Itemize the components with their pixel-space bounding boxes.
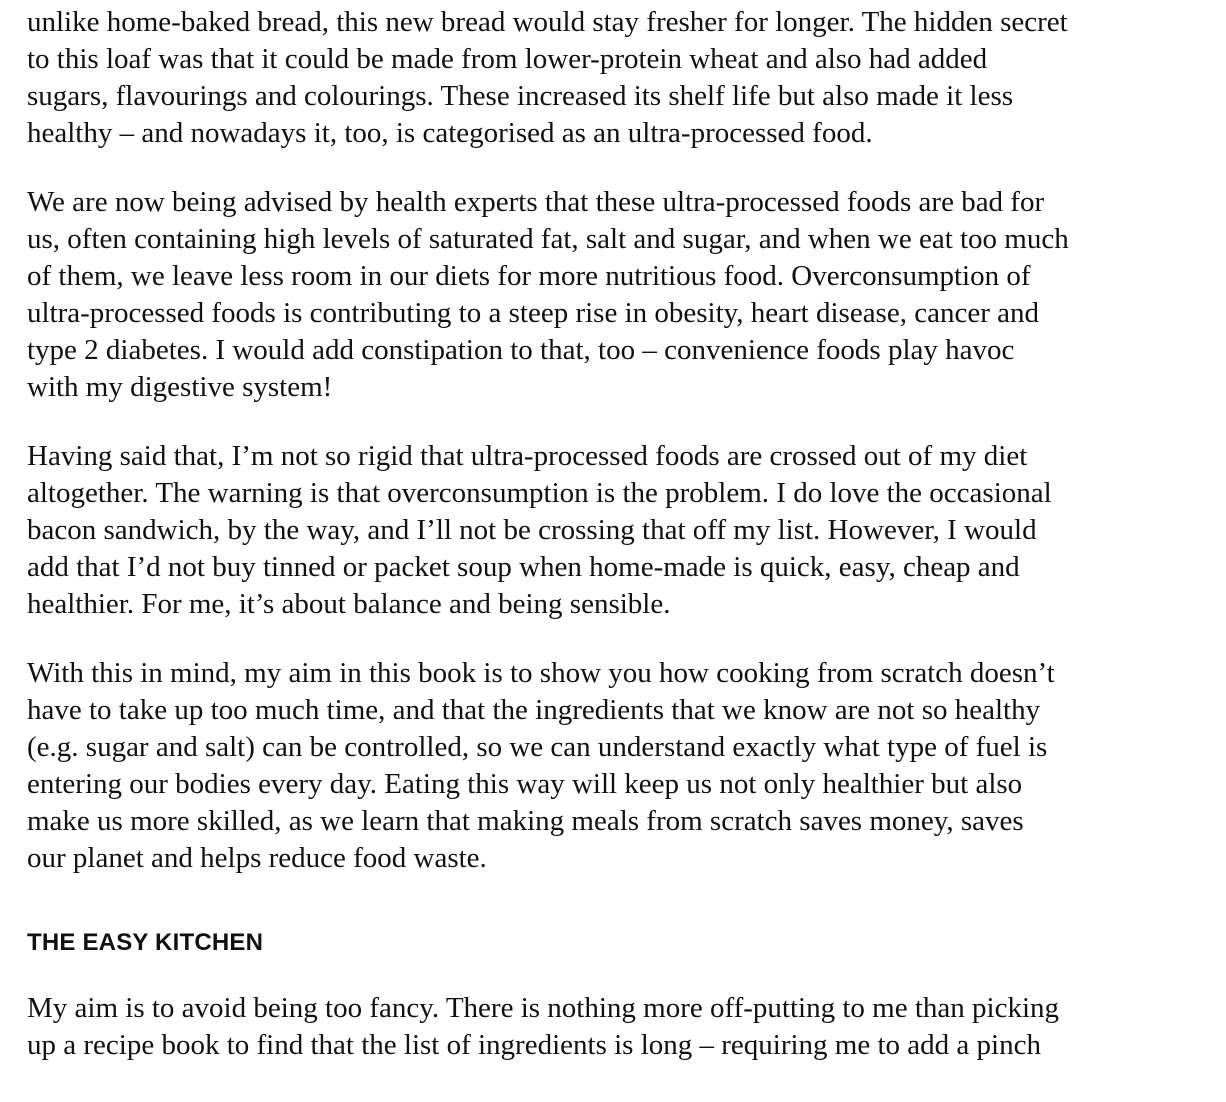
text-line: ultra-processed foods is contributing to a steep rise in obesity, heart disease, cancer and bbox=[27, 297, 1039, 329]
text-line: add that I’d not buy tinned or packet soup when home-made is quick, easy, cheap and bbox=[27, 551, 1020, 583]
text-line: up a recipe book to find that the list of ingredients is long – requiring me to add a pinch bbox=[27, 1029, 1041, 1061]
paragraph-bread-shelf-life bbox=[27, 4, 1068, 152]
paragraph-balance bbox=[27, 438, 1052, 623]
text-line: unlike home-baked bread, this new bread would stay fresher for longer. The hidden secret bbox=[27, 6, 1068, 38]
text-line: healthier. For me, it’s about balance and being sensible. bbox=[27, 588, 671, 620]
paragraph-avoid-fancy bbox=[27, 990, 1059, 1064]
text-line: Having said that, I’m not so rigid that ultra-processed foods are crossed out of my diet bbox=[27, 440, 1028, 472]
paragraph-health-experts bbox=[27, 184, 1069, 406]
text-line: our planet and helps reduce food waste. bbox=[27, 842, 487, 874]
section-heading: THE EASY KITCHEN bbox=[27, 929, 264, 956]
text-line: make us more skilled, as we learn that making meals from scratch saves money, saves bbox=[27, 805, 1024, 837]
text-line: With this in mind, my aim in this book is to show you how cooking from scratch doesn’t bbox=[27, 657, 1055, 689]
text-line: sugars, flavourings and colourings. These increased its shelf life but also made it less bbox=[27, 80, 1014, 112]
text-line: type 2 diabetes. I would add constipation to that, too – convenience foods play havoc bbox=[27, 334, 1015, 366]
text-line: with my digestive system! bbox=[27, 371, 333, 403]
text-line: to this loaf was that it could be made from lower-protein wheat and also had added bbox=[27, 43, 988, 75]
text-line: (e.g. sugar and salt) can be controlled, so we can understand exactly what type of fuel is bbox=[27, 731, 1048, 763]
paragraph-book-aim bbox=[27, 655, 1055, 877]
text-line: bacon sandwich, by the way, and I’ll not be crossing that off my list. However, I would bbox=[27, 514, 1037, 546]
text-line: have to take up too much time, and that the ingredients that we know are not so healthy bbox=[27, 694, 1041, 726]
text-line: of them, we leave less room in our diets for more nutritious food. Overconsumption of bbox=[27, 260, 1031, 292]
text-line: healthy – and nowadays it, too, is categorised as an ultra-processed food. bbox=[27, 117, 873, 149]
text-line: us, often containing high levels of saturated fat, salt and sugar, and when we eat too much bbox=[27, 223, 1069, 255]
text-line: entering our bodies every day. Eating this way will keep us not only healthier but also bbox=[27, 768, 1023, 800]
text-line: We are now being advised by health experts that these ultra-processed foods are bad for bbox=[27, 186, 1045, 218]
text-line: altogether. The warning is that overconsumption is the problem. I do love the occasional bbox=[27, 477, 1052, 509]
text-line: My aim is to avoid being too fancy. There is nothing more off-putting to me than picking bbox=[27, 992, 1060, 1024]
